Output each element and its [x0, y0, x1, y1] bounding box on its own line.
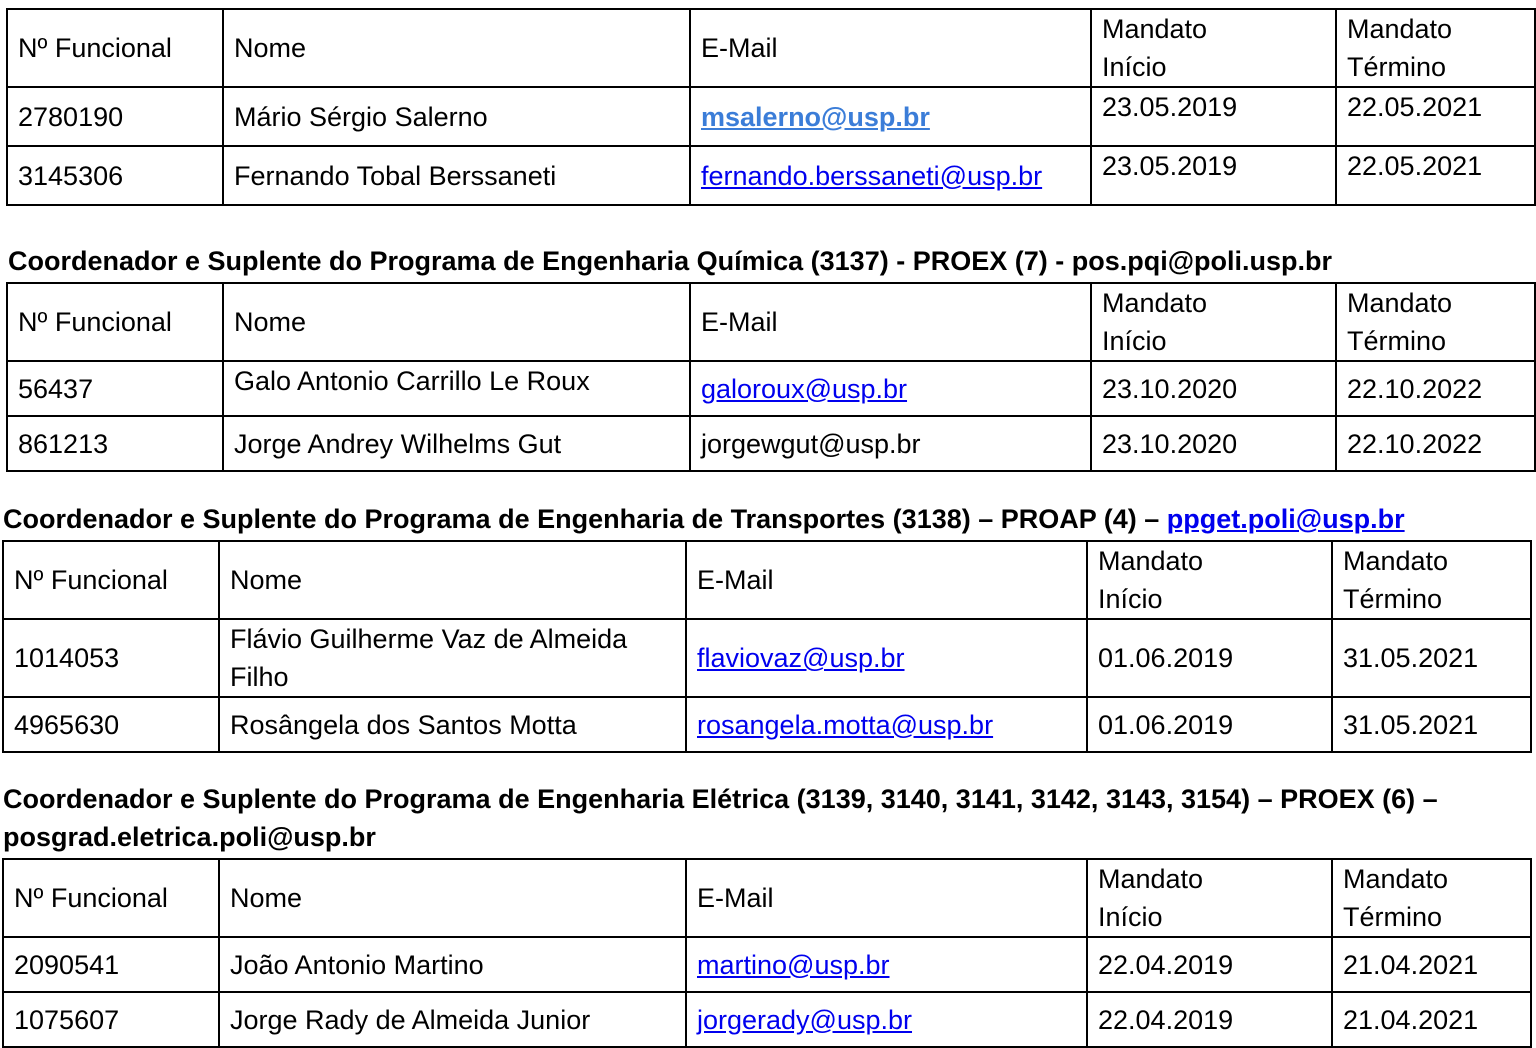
cell-end: 22.10.2022 — [1336, 361, 1535, 416]
header-email: E-Mail — [686, 859, 1087, 937]
header-end-line1: Mandato — [1347, 14, 1453, 44]
header-end-line1: Mandato — [1343, 546, 1449, 576]
cell-end: 21.04.2021 — [1332, 937, 1531, 992]
cell-end: 22.05.2021 — [1336, 87, 1535, 146]
cell-id: 861213 — [7, 416, 223, 471]
cell-start: 01.06.2019 — [1087, 619, 1332, 697]
header-name: Nome — [223, 283, 690, 361]
cell-email — [690, 146, 1091, 205]
header-start-line2: Início — [1098, 584, 1163, 614]
header-email: E-Mail — [690, 9, 1091, 87]
cell-end: 31.05.2021 — [1332, 697, 1531, 752]
cell-name: Jorge Rady de Almeida Junior — [219, 992, 686, 1047]
header-end-line2: Término — [1343, 902, 1443, 932]
cell-id: 1075607 — [3, 992, 219, 1047]
section-title-quimica: Coordenador e Suplente do Programa de Engenharia Química (3137) - PROEX (7) - pos.pqi@poli.usp.br — [8, 246, 1333, 276]
header-email: E-Mail — [690, 283, 1091, 361]
cell-id: 4965630 — [3, 697, 219, 752]
table-row — [7, 416, 1535, 471]
cell-email — [686, 697, 1087, 752]
table-row — [3, 619, 1531, 697]
cell-start: 22.04.2019 — [1087, 937, 1332, 992]
cell-id: 1014053 — [3, 619, 219, 697]
table-header-row — [3, 541, 1531, 619]
cell-name: João Antonio Martino — [219, 937, 686, 992]
cell-start: 22.04.2019 — [1087, 992, 1332, 1047]
cell-start: 23.05.2019 — [1091, 87, 1336, 146]
table-row — [3, 937, 1531, 992]
email-link[interactable]: fernando.berssaneti@usp.br — [701, 160, 1043, 191]
header-end — [1336, 9, 1535, 87]
header-end-line1: Mandato — [1343, 864, 1449, 894]
table-header-row — [7, 9, 1535, 87]
cell-name: Mário Sérgio Salerno — [223, 87, 690, 146]
table-row — [7, 87, 1535, 146]
header-end-line2: Término — [1343, 584, 1443, 614]
header-start-line1: Mandato — [1102, 14, 1208, 44]
cell-email — [686, 619, 1087, 697]
header-start-line1: Mandato — [1098, 864, 1204, 894]
section-title-eletrica-line1: Coordenador e Suplente do Programa de Engenharia Elétrica (3139, 3140, 3141, 3142, 3143, 3154) – PROEX (6) – — [3, 784, 1438, 814]
cell-name: Galo Antonio Carrillo Le Roux — [223, 361, 690, 416]
header-end — [1332, 859, 1531, 937]
section-email-link[interactable]: ppget.poli@usp.br — [1166, 504, 1405, 534]
table-section-1 — [6, 8, 1536, 206]
cell-name: Fernando Tobal Berssaneti — [223, 146, 690, 205]
email-link[interactable]: rosangela.motta@usp.br — [697, 709, 994, 740]
header-start — [1091, 283, 1336, 361]
header-start — [1091, 9, 1336, 87]
email-link[interactable]: galoroux@usp.br — [701, 373, 908, 404]
header-name: Nome — [223, 9, 690, 87]
header-name: Nome — [219, 859, 686, 937]
email-link[interactable]: martino@usp.br — [697, 949, 890, 980]
table-section-3 — [2, 540, 1532, 753]
email-link[interactable]: msalerno@usp.br — [701, 101, 930, 132]
cell-end: 22.10.2022 — [1336, 416, 1535, 471]
cell-end: 31.05.2021 — [1332, 619, 1531, 697]
cell-id: 3145306 — [7, 146, 223, 205]
table-row — [3, 697, 1531, 752]
cell-start: 23.10.2020 — [1091, 361, 1336, 416]
section-title-eletrica-line2: posgrad.eletrica.poli@usp.br — [3, 822, 376, 852]
header-start-line2: Início — [1102, 326, 1167, 356]
table-section-2 — [6, 282, 1536, 472]
cell-id: 56437 — [7, 361, 223, 416]
header-end-line1: Mandato — [1347, 288, 1453, 318]
cell-end: 22.05.2021 — [1336, 146, 1535, 205]
header-email: E-Mail — [686, 541, 1087, 619]
cell-email — [690, 87, 1091, 146]
header-start-line1: Mandato — [1102, 288, 1208, 318]
cell-name: Rosângela dos Santos Motta — [219, 697, 686, 752]
cell-end: 21.04.2021 — [1332, 992, 1531, 1047]
table-row — [7, 146, 1535, 205]
header-end-line2: Término — [1347, 52, 1447, 82]
header-end — [1332, 541, 1531, 619]
email-link[interactable]: flaviovaz@usp.br — [697, 643, 905, 673]
cell-id: 2090541 — [3, 937, 219, 992]
cell-start: 01.06.2019 — [1087, 697, 1332, 752]
cell-name: Jorge Andrey Wilhelms Gut — [223, 416, 690, 471]
header-id: Nº Funcional — [3, 541, 219, 619]
cell-name: Flávio Guilherme Vaz de Almeida Filho — [219, 619, 686, 697]
cell-id: 2780190 — [7, 87, 223, 146]
header-start — [1087, 859, 1332, 937]
table-header-row — [7, 283, 1535, 361]
header-id: Nº Funcional — [3, 859, 219, 937]
header-start-line2: Início — [1102, 52, 1167, 82]
cell-start: 23.10.2020 — [1091, 416, 1336, 471]
header-start-line1: Mandato — [1098, 546, 1204, 576]
header-end-line2: Término — [1347, 326, 1447, 356]
table-row — [7, 361, 1535, 416]
cell-start: 23.05.2019 — [1091, 146, 1336, 205]
header-start-line2: Início — [1098, 902, 1163, 932]
header-name: Nome — [219, 541, 686, 619]
cell-email: jorgewgut@usp.br — [690, 416, 1091, 471]
header-start — [1087, 541, 1332, 619]
header-end — [1336, 283, 1535, 361]
table-header-row — [3, 859, 1531, 937]
email-link[interactable]: jorgerady@usp.br — [697, 1004, 913, 1035]
section-title-transportes — [3, 500, 1405, 538]
header-id: Nº Funcional — [7, 9, 223, 87]
cell-email — [686, 937, 1087, 992]
header-id: Nº Funcional — [7, 283, 223, 361]
cell-email — [690, 361, 1091, 416]
section-title-text: Coordenador e Suplente do Programa de Engenharia de Transportes (3138) – PROAP (4) – — [3, 504, 1167, 534]
